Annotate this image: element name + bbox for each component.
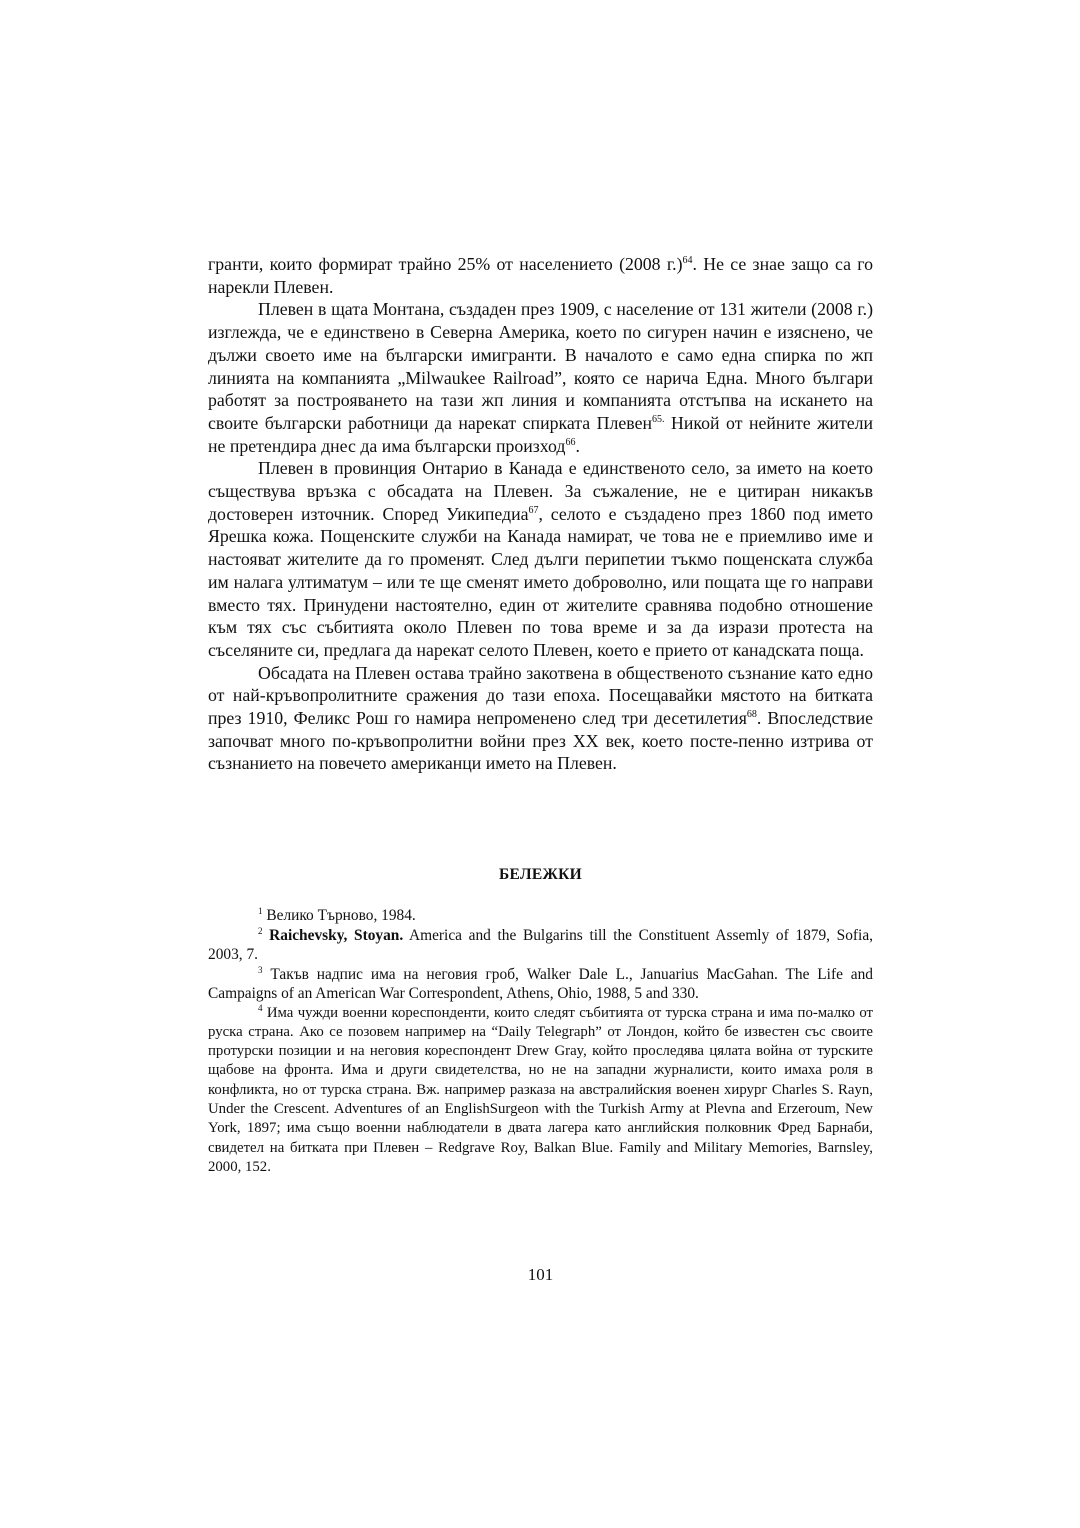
note-3 <box>208 965 873 1004</box>
paragraph-4-text-cont: . Впоследствие започват много по-кръвопролитни войни през XX век, което посте-пенно изтрива от съзнанието на повечето американци името на Плевен. <box>208 708 873 774</box>
paragraph-3-text-cont: , селото е създадено през 1860 под името Ярешка кожа. Пощенските служби на Канада намират, че това не е приемливо име и настояват жителите да го променят. След дълги перипетии тъкмо пощенската служба им налага ултиматум – или те ще сменят името доброволно, или пощата ще го направи вместо тях. Принудени настоятелно, един от жителите сравнява подобно отношение към тях със събитията около Плевен по това време и за да изрази протеста на съселяните си, предлага да нарекат селото Плевен, което е прието от канадската поща. <box>208 503 873 660</box>
notes-list <box>208 906 873 1177</box>
note-2-number: 2 <box>258 925 263 936</box>
notes-heading: БЕЛЕЖКИ <box>499 866 582 883</box>
footnote-ref-65: 65. <box>652 413 665 425</box>
paragraph-4-text: Обсадата на Плевен остава трайно закотвена в общественото съзнание като едно от най-кръвопролитните сражения до тази епоха. Посещавайки мястото на битката през 1910, Феликс Рош го намира непроменено след три десетилетия <box>208 662 873 729</box>
footnote-ref-68: 68 <box>746 709 757 721</box>
page-number: 101 <box>527 1265 554 1284</box>
note-1 <box>208 906 873 926</box>
note-1-number: 1 <box>258 906 263 916</box>
note-3-text: Такъв надпис има на неговия гроб, Walker Dale L., Januarius MacGahan. The Life and Campaigns of an American War Correspondent, Athens, Ohio, 1988, 5 and 330. <box>208 965 873 1002</box>
paragraph-1 <box>208 253 873 298</box>
paragraph-2-text-end: . <box>575 435 580 456</box>
note-4-number: 4 <box>258 1002 263 1013</box>
footnote-ref-66: 66 <box>565 436 576 448</box>
note-3-number: 3 <box>258 964 263 975</box>
note-2 <box>208 926 873 965</box>
paragraph-3 <box>208 457 873 661</box>
note-1-text: Велико Търново, 1984. <box>262 907 416 924</box>
paragraph-2-text-cont: Никой от нейните жители не претендира днес да има български произход <box>208 412 873 456</box>
note-4-text: Има чужди военни кореспонденти, които следят събитията от турска страна и има по-малко от руска страна. Ако се позовем например на “Daily Telegraph” от Лондон, който бе известен със своите протурски позиции и на неговия кореспондент Drew Gray, който проследява цялата война от турските щабове на фронта. Има и други свидетелства, но не на западни журналисти, които имаха роля в конфликта, но от турска страна. Вж. например разказа на австралийския военен хирург Charles S. Rayn, Under the Crescent. Adventures of an EnglishSurgeon with the Turkish Army at Plevna and Erzeroum, New York, 1897; има също военни наблюдатели в двата лагера като английския полковник Фред Барнаби, свидетел на битката при Плевен – Redgrave Roy, Balkan Blue. Family and Military Memories, Barnsley, 2000, 152. <box>208 1004 873 1175</box>
paragraph-2-text: Плевен в щата Монтана, създаден през 1909, с население от 131 жители (2008 г.) изглежда, че е единствено в Северна Америка, което по сигурен начин е изяснено, че дължи своето име на български имигранти. В началото е само една спирка по жп линията на компанията „Milwaukee Railroad”, която се нарича Една. Много българи работят за построяването на тази жп линия и компанията отстъпва на искането на своите български работници да нарекат спирката Плевен <box>208 299 873 433</box>
paragraph-2 <box>208 298 873 457</box>
footnote-ref-64: 64 <box>682 255 693 266</box>
note-2-author: Raichevsky, Stoyan. <box>262 926 404 944</box>
note-4 <box>208 1004 873 1178</box>
main-body-text <box>208 253 873 775</box>
paragraph-1-text: гранти, които формират трайно 25% от населението (2008 г.) <box>208 254 683 274</box>
footnote-ref-67: 67 <box>528 504 539 516</box>
note-2-text: America and the Bulgarins till the Constituent Assemly of 1879, Sofia, 2003, 7. <box>208 926 873 963</box>
paragraph-4 <box>208 662 873 776</box>
paragraph-1-text-cont: . Не се знае защо са го нарекли Плевен. <box>208 254 873 297</box>
paragraph-3-text: Плевен в провинция Онтарио в Канада е единственото село, за името на което съществува връзка с обсадата на Плевен. За съжаление, не е цитиран никакъв достоверен източник. Според Уикипедиа <box>208 458 873 524</box>
